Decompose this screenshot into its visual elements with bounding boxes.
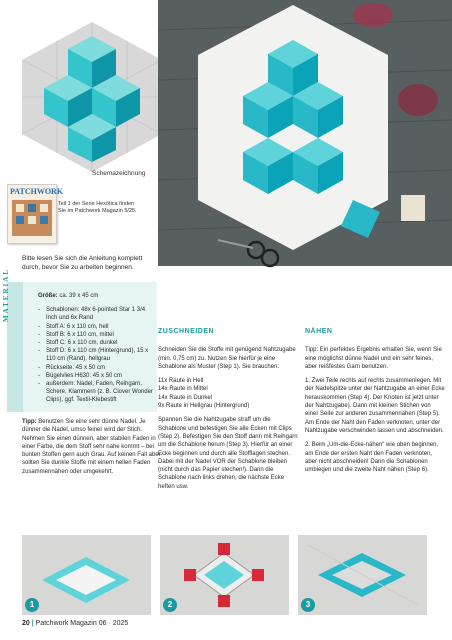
tip-left-text: Benutzen Sie eine sehr dünne Nadel. Je dünner die Nadel, umso feiner wird der Stich. Nehmen Sie einen dünnen, aber stabilen Faden in einer Farbe, die dem Stoff sehr nahe kommt – bei bunten Stoffen gern auch Grau. Auf keinen Fall aber sollten Sie dunkle Stoffe mit einem hellen Faden zusammennähen oder umgekehrt.	[22, 419, 161, 475]
material-item: - außerdem: Nadel, Faden, Reihgarn, Schere, Klammern (z. B. Clover Wonder Clips), ggf. Textil-Klebestift	[38, 380, 156, 405]
naehen-tip: Tipp: Ein perfektes Ergebnis erhalten Sie, wenn Sie eine möglichst dünne Nadel und ein sehr feines, aber reißfestes Garn benutzen.	[305, 347, 442, 370]
step-badge: 3	[301, 598, 315, 612]
cut-list-item: 9x Raute in Hellgrau (Hintergrund)	[158, 403, 250, 410]
material-item: - Schablonen: 48x 6-pointed Star 1 3/4 Inch und 6x Rand	[38, 306, 156, 322]
page-number: 20	[22, 620, 30, 627]
material-item: - Stoff B: 6 x 110 cm, mittel	[38, 331, 156, 339]
step-2-image	[160, 535, 289, 615]
zuschneiden-paragraph: Spannen Sie die Nahtzugabe straff um die Schablone und befestigen Sie alle Ecken mit Clips (Step 2). Befestigen Sie den Stoff dann mit Reihgarn um die Schablone herum (Step 3). Hierfür an einer Ecke beginnen und durch alle Stofflagen stechen. Dabei mit der Nadel VOR der Schablone bleiben (nicht durch das Papier stechen!). Dann die Schablone nach links drehen, die nächste Ecke heften usw.	[158, 417, 298, 490]
naehen-heading: NÄHEN	[305, 328, 333, 335]
material-item: - Stoff D: 6 x 110 cm (Hintergrund), 15 x 110 cm (Rand), hellgrau	[38, 347, 156, 363]
step-badge: 2	[163, 598, 177, 612]
issue: 06 · 2025	[98, 620, 129, 627]
page-footer	[22, 620, 128, 627]
footer-separator: |	[31, 620, 34, 627]
schema-caption: Schemazeichnung	[92, 170, 146, 177]
step-1-image	[22, 535, 151, 615]
magazine-blurb: Teil 1 der Serie Hexötica finden Sie im Patchwork Magazin 5/25.	[58, 201, 137, 214]
naehen-paragraph: 2. Beim „Um-die-Ecke-nähen“ wie oben beginnen, am Ende der ersten Naht den Faden verknoten, aber nicht abschneiden! Dann die Schablonen umbiegen und die zweite Naht nähen (Step 6).	[305, 442, 439, 474]
naehen-section	[305, 328, 445, 480]
naehen-paragraph: 1. Zwei Teile rechts auf rechts zusammenlegen. Mit der Nadelspitze unter der Nahtzugabe an einer Ecke herauskommen (Step 4). Der Knoten ist jetzt unter der Nahtzugabe). Dann mit kleinen Stichen von einer Seite zur anderen zusammennähen (Step 5). Am Ende der Naht den Faden verknoten, unter der Nahtzugabe verschwinden lassen und abschneiden.	[305, 378, 445, 434]
material-label: MATERIAL	[2, 268, 10, 322]
magazine-name: Patchwork Magazin	[35, 620, 97, 627]
step-badge: 1	[25, 598, 39, 612]
intro-text: Bitte lesen Sie sich die Anleitung komplett durch, bevor Sie zu arbeiten beginnen.	[22, 255, 143, 271]
size-value: ca. 39 x 45 cm	[59, 293, 99, 299]
tip-left	[22, 418, 162, 476]
step-photo	[22, 535, 151, 615]
cut-list-item: 11x Raute in Hell	[158, 378, 204, 385]
zuschneiden-paragraph: Schneiden Sie die Stoffe mit genügend Nahtzugabe (min. 0,75 cm) zu. Nutzen Sie hierfür je eine Schablone als Muster (Step 1). Sie brauchen:	[158, 347, 296, 370]
material-item: - Bügelvlies H630: 45 x 50 cm	[38, 372, 156, 380]
zuschneiden-heading: ZUSCHNEIDEN	[158, 328, 215, 335]
magazine-cover-image	[8, 196, 56, 240]
size-label: Größe:	[38, 293, 58, 299]
cut-list-item: 14x Raute in Dunkel	[158, 394, 213, 401]
material-item: - Stoff A: 6 x 110 cm, hell	[38, 323, 156, 331]
material-list	[38, 292, 156, 405]
quilt-photo	[158, 0, 452, 266]
magazine-cover-title: PATCHWORK	[10, 187, 64, 196]
tip-left-label: Tipp:	[22, 419, 37, 425]
cut-list-item: 14x Raute in Mittel	[158, 386, 208, 393]
magazine-cover	[7, 184, 64, 244]
schema-drawing	[22, 22, 162, 172]
zuschneiden-section	[158, 328, 298, 497]
material-item: - Rückseite: 45 x 50 cm	[38, 364, 156, 372]
step-photo	[298, 535, 427, 615]
step-3-image	[298, 535, 427, 615]
step-photo	[160, 535, 289, 615]
material-item: - Stoff C: 6 x 110 cm, dunkel	[38, 339, 156, 347]
